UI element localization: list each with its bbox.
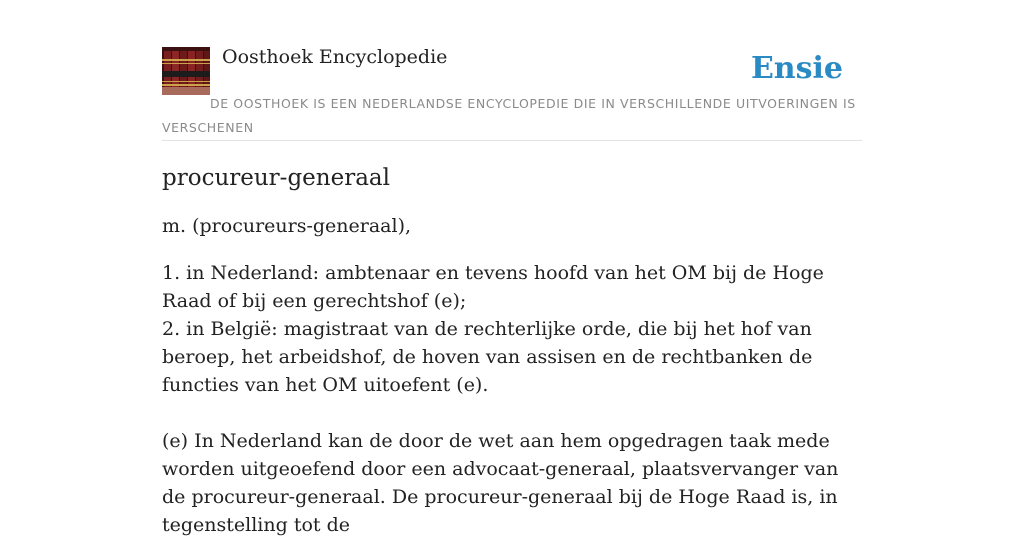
site-name[interactable]: Oosthoek Encyclopedie <box>222 46 448 68</box>
definition-item: 2. in België: magistraat van de rechterlijke orde, die bij het hof van beroep, het arbeidshof, de hoven van assisen en de rechtbanken de functies van het OM uitoefent (e). <box>162 318 813 396</box>
site-header <box>162 46 862 141</box>
entry-content <box>162 160 862 539</box>
entry-note: (e) In Nederland kan de door de wet aan hem opgedragen taak mede worden uitgeoefend door een advocaat-generaal, plaatsvervanger van de procureur-generaal. De procureur-generaal bij de Hoge Raad is, in tegenstelling tot de <box>162 430 839 536</box>
entry-grammar: m. (procureurs-generaal), <box>162 215 412 237</box>
entry-term: procureur-generaal <box>162 165 390 191</box>
definition-item: 1. in Nederland: ambtenaar en tevens hoofd van het OM bij de Hoge Raad of bij een gerechtshof (e); <box>162 262 824 312</box>
site-tagline: DE OOSTHOEK IS EEN NEDERLANDSE ENCYCLOPEDIE DIE IN VERSCHILLENDE UITVOERINGEN IS VERSCHENEN <box>162 96 856 135</box>
entry-definitions <box>162 259 862 399</box>
books-icon <box>162 47 210 95</box>
encyclopedia-avatar-icon[interactable] <box>162 47 210 95</box>
ensie-logo[interactable]: Ensie <box>750 51 843 86</box>
